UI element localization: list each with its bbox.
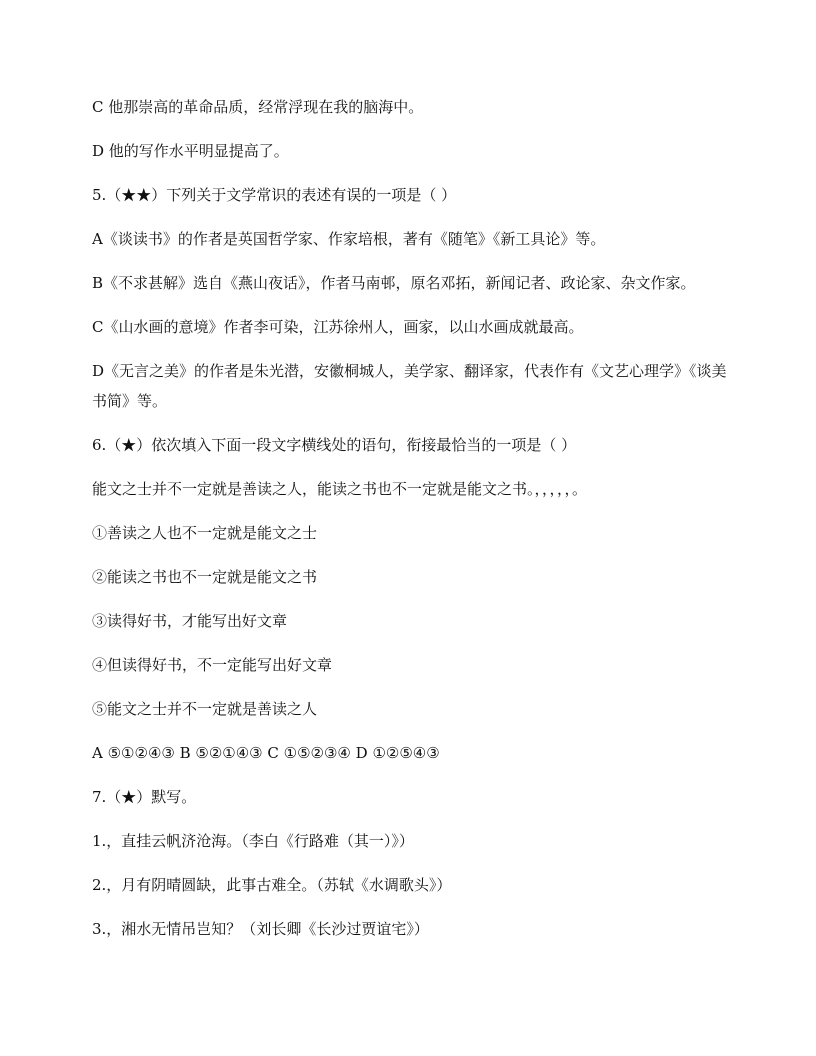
- question-5-option-b: B《不求甚解》选自《燕山夜话》，作者马南邨，原名邓拓，新闻记者、政论家、杂文作家。: [92, 274, 696, 292]
- recitation-item-2: 2.，月有阴晴圆缺，此事古难全。（苏轼《水调歌头》）: [92, 876, 452, 894]
- question-6-sentence-1: ①善读之人也不一定就是能文之士: [92, 524, 318, 542]
- question-6-sentence-5: ⑤能文之士并不一定就是善读之人: [92, 700, 318, 718]
- question-6-title: 6.（★）依次填入下面一段文字横线处的语句，衔接最恰当的一项是（ ）: [92, 436, 577, 454]
- question-5-option-c: C《山水画的意境》作者李可染，江苏徐州人，画家，以山水画成就最高。: [92, 318, 584, 336]
- question-5-option-d: D《无言之美》的作者是朱光潜，安徽桐城人，美学家、翻译家，代表作有《文艺心理学》《谈美书简》等。: [92, 362, 727, 410]
- question-6-sentence-3: ③读得好书，才能写出好文章: [92, 612, 288, 630]
- question-7-title: 7.（★）默写。: [92, 788, 197, 806]
- question-5-title: 5.（★★）下列关于文学常识的表述有误的一项是（ ）: [92, 186, 457, 204]
- option-d-line: D 他的写作水平明显提高了。: [92, 142, 289, 160]
- recitation-item-3: 3.，湘水无情吊岂知？（刘长卿《长沙过贾谊宅》）: [92, 920, 429, 938]
- recitation-item-1: 1.，直挂云帆济沧海。（李白《行路难（其一）》）: [92, 832, 414, 850]
- question-6-passage: 能文之士并不一定就是善读之人，能读之书也不一定就是能文之书。，，，，，。: [92, 480, 588, 498]
- option-c-line: C 他那崇高的革命品质，经常浮现在我的脑海中。: [92, 98, 424, 116]
- question-5-option-a: A《谈读书》的作者是英国哲学家、作家培根，著有《随笔》《新工具论》等。: [92, 230, 606, 248]
- document-page: [92, 92, 732, 958]
- question-6-sentence-2: ②能读之书也不一定就是能文之书: [92, 568, 318, 586]
- question-6-options: A ⑤①②④③ B ⑤②①④③ C ①⑤②③④ D ①②⑤④③: [92, 744, 440, 762]
- question-6-sentence-4: ④但读得好书，不一定能写出好文章: [92, 656, 333, 674]
